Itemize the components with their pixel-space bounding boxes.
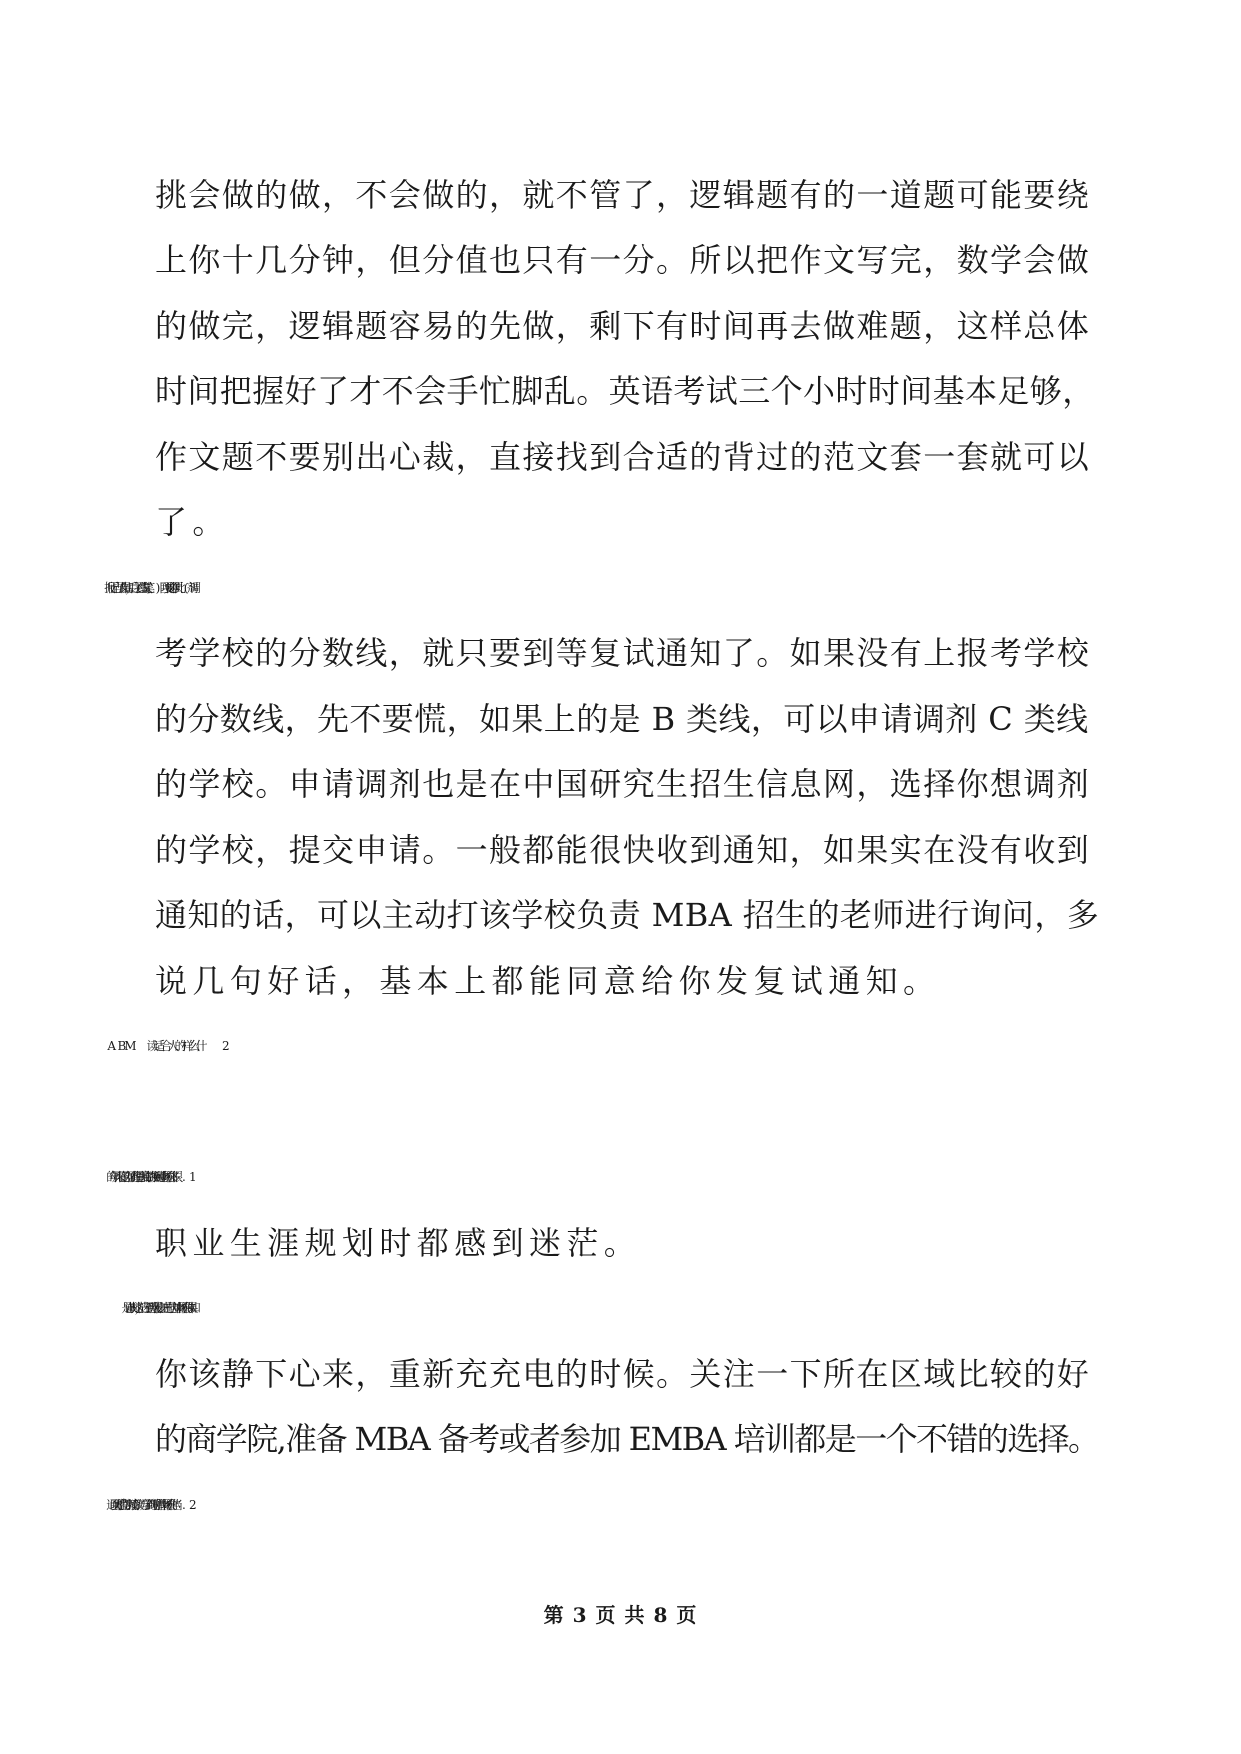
paragraph-start (189, 1288, 1129, 1328)
text-line: 作文题不要别出心裁，直接找到合适的背过的范文套一套就可以 (155, 438, 1091, 476)
paragraph-start (189, 568, 1129, 608)
text-line: 的分数线，先不要慌，如果上的是 B 类线，可以申请调剂 C 类线 (155, 700, 1089, 738)
text-line: 上你十几分钟，但分值也只有一分。所以把作文写完，数学会做 (155, 241, 1091, 279)
paragraph-start (189, 1485, 1129, 1525)
text-line: 通知的话，可以主动打该学校负责 MBA 招生的老师进行询问，多 (155, 896, 1100, 934)
text-line: 考学校的分数线，就只要到等复试通知了。如果没有上报考学校 (155, 634, 1091, 672)
text-line: 职业生涯规划时都感到迷茫。 (155, 1224, 642, 1262)
section-heading (222, 1026, 1162, 1066)
text-line: 的学校，提交申请。一般都能很快收到通知，如果实在没有收到 (155, 831, 1091, 869)
text-line: 挑会做的做，不会做的，就不管了，逻辑题有的一道题可能要绕 (155, 176, 1091, 214)
text-line: 你该静下心来，重新充充电的时候。关注一下所在区域比较的好 (155, 1355, 1091, 1393)
text-line: 的商学院,准备 MBA 备考或者参加 EMBA 培训都是一个不错的选择。 (155, 1420, 1099, 1458)
paragraph-start (189, 1157, 1129, 1197)
text-line: 的学校。申请调剂也是在中国研究生招生信息网，选择你想调剂 (155, 765, 1091, 803)
text-line: 了。 (155, 503, 230, 541)
text-line: 说几句好话，基本上都能同意给你发复试通知。 (155, 962, 941, 1000)
text-line: 的做完，逻辑题容易的先做，剩下有时间再去做难题，这样总体 (155, 307, 1091, 345)
text-line: 时间把握好了才不会手忙脚乱。英语考试三个小时时间基本足够， (155, 372, 1095, 410)
page-footer: 第 3 页 共 8 页 (543, 1603, 698, 1627)
